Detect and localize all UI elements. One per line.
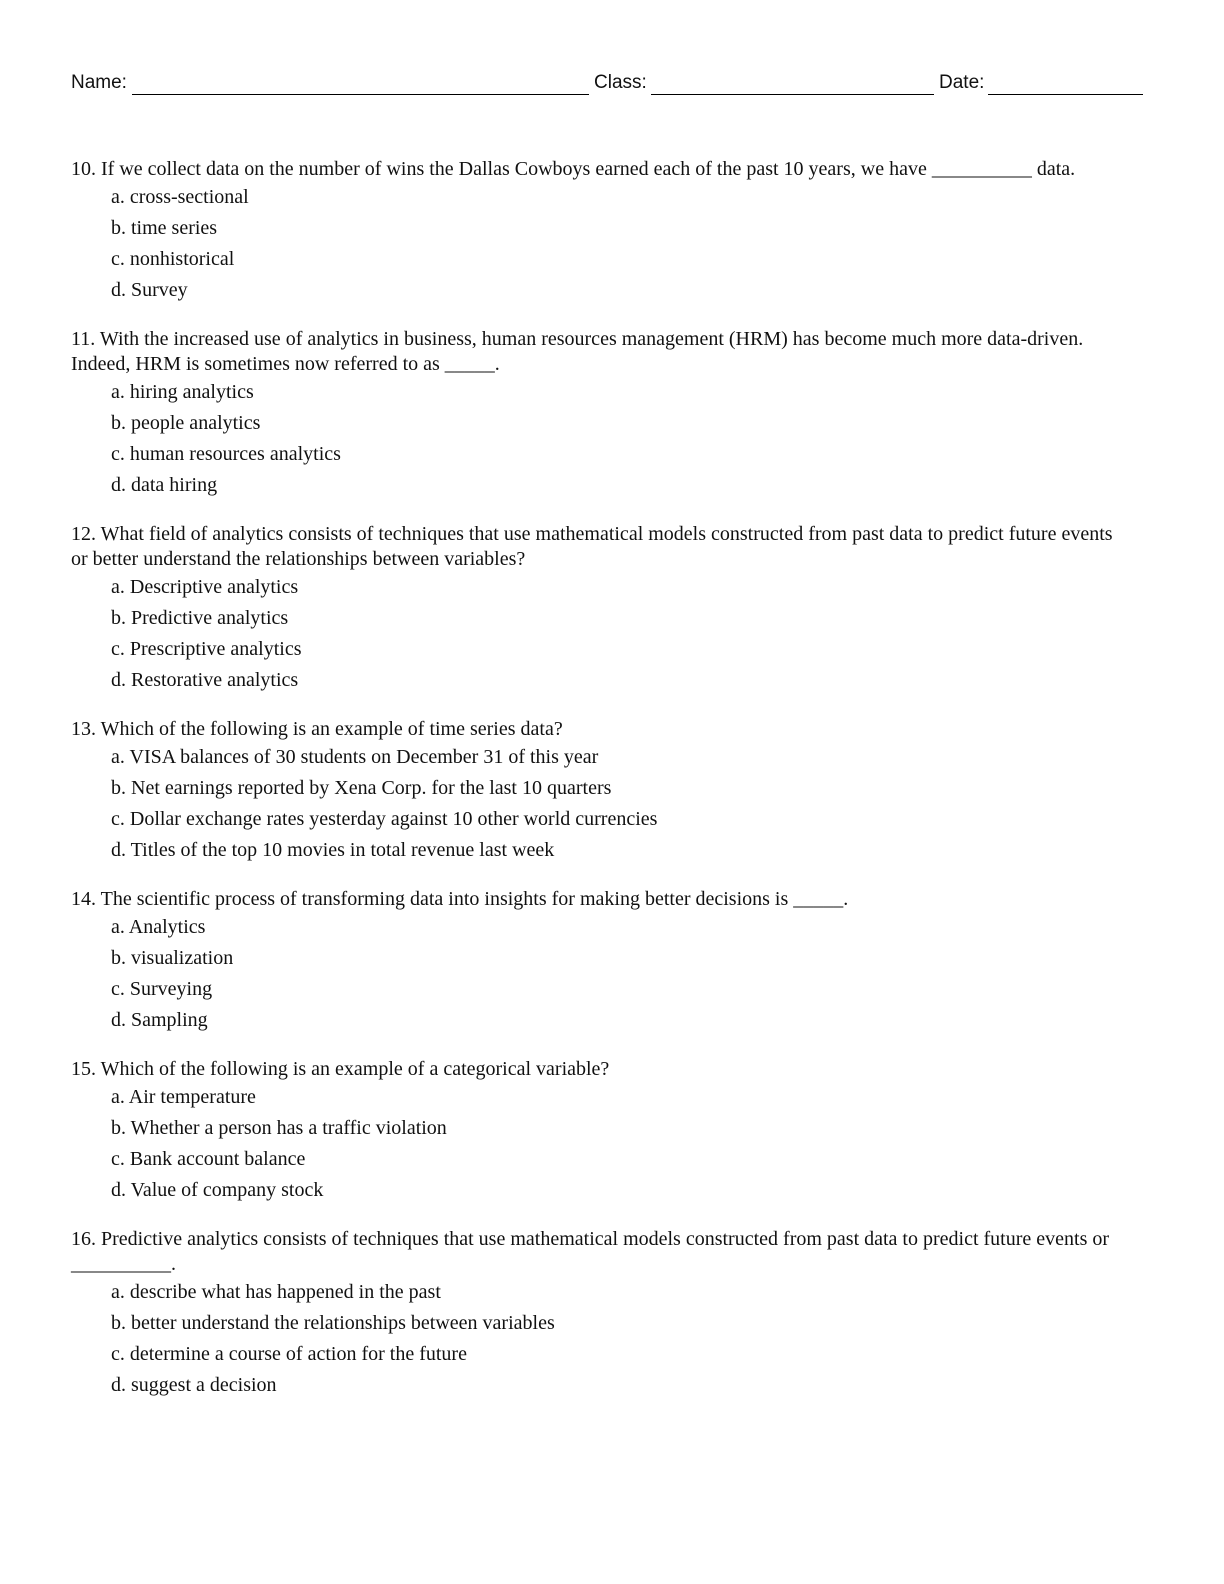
option-c: c. determine a course of action for the future xyxy=(111,1343,467,1365)
name-field[interactable] xyxy=(132,94,589,95)
option-a: a. Descriptive analytics xyxy=(111,576,299,598)
question-list xyxy=(71,157,1131,1422)
option-b: b. Net earnings reported by Xena Corp. for the last 10 quarters xyxy=(111,777,612,799)
question-text: 10. If we collect data on the number of wins the Dallas Cowboys earned each of the past 10 years, we have __________ data. xyxy=(71,158,1076,180)
question-text: 16. Predictive analytics consists of techniques that use mathematical models constructed from past data to predict future events or __________. xyxy=(71,1228,1110,1275)
date-label: Date: xyxy=(939,72,985,93)
option-b: b. visualization xyxy=(111,947,234,969)
option-a: a. Air temperature xyxy=(111,1086,256,1108)
option-c: c. Dollar exchange rates yesterday against 10 other world currencies xyxy=(111,808,658,830)
option-c: c. Surveying xyxy=(111,978,213,1000)
date-field[interactable] xyxy=(988,94,1143,95)
worksheet-header xyxy=(71,72,1143,98)
option-c: c. human resources analytics xyxy=(111,443,341,465)
option-a: a. VISA balances of 30 students on December 31 of this year xyxy=(111,746,599,768)
option-b: b. better understand the relationships between variables xyxy=(111,1312,555,1334)
question-15 xyxy=(71,1057,1131,1203)
option-c: c. nonhistorical xyxy=(111,248,235,270)
option-a: a. Analytics xyxy=(111,916,206,938)
class-field[interactable] xyxy=(651,94,934,95)
option-b: b. Whether a person has a traffic violation xyxy=(111,1117,447,1139)
option-a: a. describe what has happened in the past xyxy=(111,1281,441,1303)
option-a: a. hiring analytics xyxy=(111,381,254,403)
option-d: d. Titles of the top 10 movies in total revenue last week xyxy=(111,839,555,861)
option-d: d. Value of company stock xyxy=(111,1179,324,1201)
option-d: d. Restorative analytics xyxy=(111,669,299,691)
option-b: b. people analytics xyxy=(111,412,261,434)
question-16 xyxy=(71,1227,1131,1398)
option-d: d. Survey xyxy=(111,279,188,301)
question-10 xyxy=(71,157,1131,303)
question-text: 13. Which of the following is an example of time series data? xyxy=(71,718,563,740)
class-label: Class: xyxy=(594,72,647,93)
question-text: 15. Which of the following is an example of a categorical variable? xyxy=(71,1058,610,1080)
question-text: 14. The scientific process of transforming data into insights for making better decisions is _____. xyxy=(71,888,849,910)
question-11 xyxy=(71,327,1131,498)
option-b: b. Predictive analytics xyxy=(111,607,289,629)
question-14 xyxy=(71,887,1131,1033)
option-c: c. Bank account balance xyxy=(111,1148,306,1170)
question-text: 11. With the increased use of analytics in business, human resources management (HRM) has become much more data-driven. Indeed, HRM is sometimes now referred to as _____. xyxy=(71,328,1084,375)
question-13 xyxy=(71,717,1131,863)
question-12 xyxy=(71,522,1131,693)
option-a: a. cross-sectional xyxy=(111,186,249,208)
option-c: c. Prescriptive analytics xyxy=(111,638,302,660)
option-d: d. suggest a decision xyxy=(111,1374,277,1396)
name-label: Name: xyxy=(71,72,127,93)
option-b: b. time series xyxy=(111,217,218,239)
option-d: d. Sampling xyxy=(111,1009,208,1031)
option-d: d. data hiring xyxy=(111,474,218,496)
question-text: 12. What field of analytics consists of techniques that use mathematical models constructed from past data to predict future events or better understand the relationships between variables? xyxy=(71,523,1113,570)
